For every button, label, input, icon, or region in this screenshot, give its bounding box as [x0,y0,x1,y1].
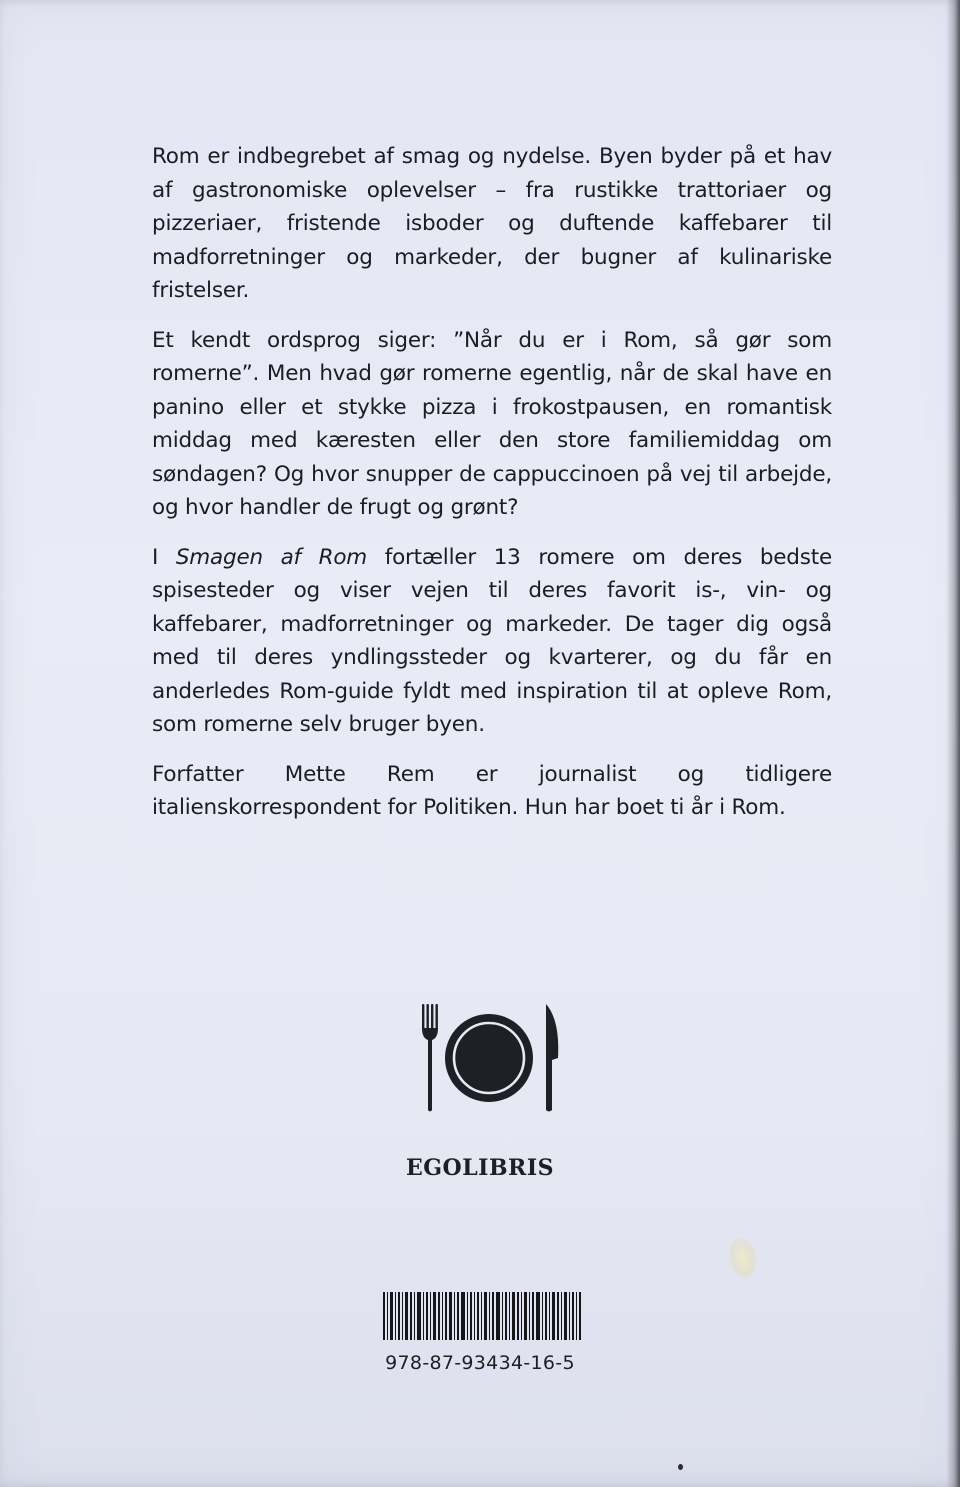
blurb-paragraph-book-prefix: I [152,544,176,570]
blurb-paragraph-book-text: fortæller 13 romere om deres bedste spisesteder og viser vejen til deres favorit is-, vin- og kaffebarer, madforretninger og markeder. De tager dig også med til deres yndlingssteder og kvarterer, og du får en anderledes Rom-guide fyldt med inspiration til at opleve Rom, som romerne selv bruger byen. [152,544,832,737]
blurb-paragraph-intro: Rom er indbegrebet af smag og nydelse. Byen byder på et hav af gastronomiske oplevelser – fra rustikke trattoriaer og pizzeriaer, fristende isboder og duftende kaffebarer til madforretninger og markeder, der bugner af kulinariske fristelser. [152,144,832,303]
isbn-number: 978-87-93434-16-5 [385,1352,575,1374]
plate-fork-knife-icon [418,1002,564,1114]
blurb-paragraph-book [152,541,832,742]
book-title: Smagen af Rom [175,544,368,570]
dust-speck [678,1464,683,1470]
blurb-paragraph-author: Forfatter Mette Rem er journalist og tidligere italienskorrespondent for Politiken. Hun har boet ti år i Rom. [152,761,832,820]
cover-edge-shadow [946,0,960,1487]
blurb-text [152,140,832,841]
paper-stain [724,1235,761,1281]
barcode [383,1292,581,1340]
publisher-name: EGOLIBRIS [405,1155,555,1181]
blurb-paragraph-proverb: Et kendt ordsprog siger: ”Når du er i Rom, så gør som romerne”. Men hvad gør romerne egentlig, når de skal have en panino eller et stykke pizza i frokostpausen, en romantisk middag med kæresten eller den store familiemiddag om søndagen? Og hvor snupper de cappuccinoen på vej til arbejde, og hvor handler de frugt og grønt? [152,327,832,520]
